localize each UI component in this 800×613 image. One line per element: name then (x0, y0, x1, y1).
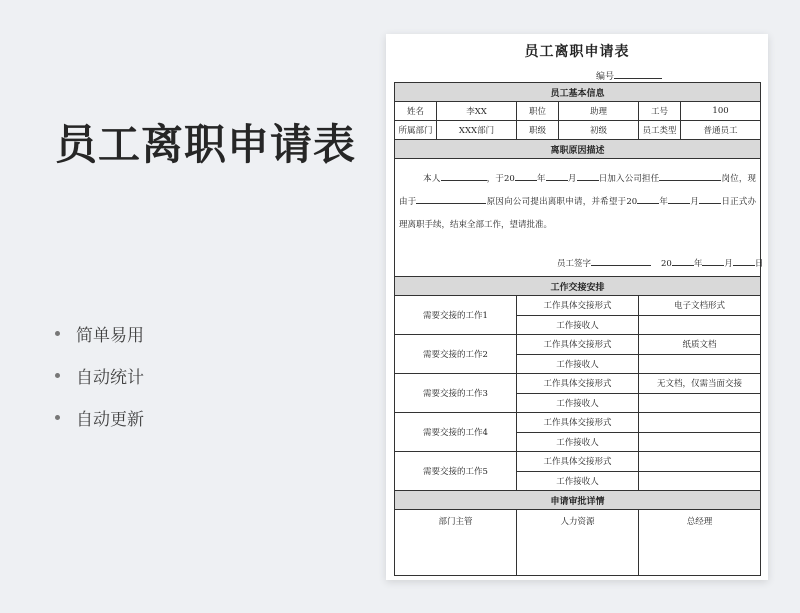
bullet-icon (55, 331, 60, 336)
form-title: 员工离职申请表 (524, 44, 630, 60)
handover-form-label: 工作具体交接形式 (517, 335, 639, 355)
reason-row (395, 159, 761, 277)
serial-blank[interactable] (614, 70, 662, 79)
table-row (395, 121, 761, 140)
table-row (395, 102, 761, 121)
form-table (394, 82, 764, 576)
handover-form-label: 工作具体交接形式 (517, 296, 639, 316)
position-value[interactable]: 助理 (559, 102, 639, 121)
handover-form-value[interactable]: 无文档，仅需当面交接 (639, 374, 761, 394)
section-header-basic (395, 83, 761, 102)
section-title: 离职原因描述 (395, 140, 761, 159)
feature-label: 简单易用 (76, 325, 144, 346)
employee-type-label: 员工类型 (639, 121, 681, 140)
handover-receiver-value[interactable] (639, 315, 761, 335)
handover-receiver-value[interactable] (639, 393, 761, 413)
handover-form-label: 工作具体交接形式 (517, 452, 639, 472)
name-label: 姓名 (395, 102, 437, 121)
serial-label: 编号 (596, 72, 615, 82)
employee-signature-line: 员工签字 20 年 月 日 (557, 256, 763, 269)
signature-label: 员工签字 (557, 259, 592, 269)
feature-item (55, 312, 144, 354)
handover-receiver-value[interactable] (639, 471, 761, 491)
handover-form-label: 工作具体交接形式 (517, 374, 639, 394)
reason-text: 本人 ，于20 年 月 日加入公司担任 岗位，现由于 原因向公司提出离职申请，并希望于20 年 月 日正式办理离职手续，结束全部工作，望请批准。 (395, 159, 760, 237)
handover-task: 需要交接的工作4 (395, 413, 517, 452)
section-title: 工作交接安排 (395, 277, 761, 296)
table-row (395, 374, 761, 394)
table-row (395, 335, 761, 355)
employee-id-value[interactable]: 100 (681, 102, 761, 121)
employee-id-label: 工号 (639, 102, 681, 121)
section-header-approval (395, 491, 761, 510)
handover-receiver-label: 工作接收人 (517, 315, 639, 335)
approver-general-manager[interactable]: 总经理 (639, 510, 761, 576)
department-value[interactable]: XXX部门 (437, 121, 517, 140)
form-sheet (386, 34, 768, 580)
table-row (395, 413, 761, 433)
approver-department-head[interactable]: 部门主管 (395, 510, 517, 576)
table-row (395, 296, 761, 316)
level-label: 职级 (517, 121, 559, 140)
handover-receiver-label: 工作接收人 (517, 471, 639, 491)
table-row (395, 452, 761, 472)
name-value[interactable]: 李XX (437, 102, 517, 121)
serial-number (596, 69, 662, 82)
handover-form-value[interactable]: 纸质文档 (639, 335, 761, 355)
handover-form-label: 工作具体交接形式 (517, 413, 639, 433)
feature-label: 自动统计 (76, 367, 144, 388)
handover-receiver-label: 工作接收人 (517, 354, 639, 374)
handover-form-value[interactable]: 电子文档形式 (639, 296, 761, 316)
handover-receiver-label: 工作接收人 (517, 393, 639, 413)
section-title: 员工基本信息 (395, 83, 761, 102)
bullet-icon (55, 373, 60, 378)
handover-task: 需要交接的工作2 (395, 335, 517, 374)
handover-form-value[interactable] (639, 452, 761, 472)
feature-label: 自动更新 (76, 409, 144, 430)
handover-task: 需要交接的工作3 (395, 374, 517, 413)
reason-cell[interactable] (395, 159, 764, 277)
section-title: 申请审批详情 (395, 491, 761, 510)
hero-title: 员工离职申请表 (55, 120, 357, 169)
handover-receiver-value[interactable] (639, 354, 761, 374)
section-header-handover (395, 277, 761, 296)
feature-item (55, 354, 144, 396)
handover-form-value[interactable] (639, 413, 761, 433)
handover-task: 需要交接的工作1 (395, 296, 517, 335)
approver-hr[interactable]: 人力资源 (517, 510, 639, 576)
handover-receiver-value[interactable] (639, 432, 761, 452)
feature-item (55, 396, 144, 438)
bullet-icon (55, 415, 60, 420)
handover-receiver-label: 工作接收人 (517, 432, 639, 452)
approval-row (395, 510, 761, 576)
department-label: 所属部门 (395, 121, 437, 140)
section-header-reason (395, 140, 761, 159)
handover-task: 需要交接的工作5 (395, 452, 517, 491)
position-label: 职位 (517, 102, 559, 121)
level-value[interactable]: 初级 (559, 121, 639, 140)
feature-list (55, 312, 144, 438)
employee-type-value[interactable]: 普通员工 (681, 121, 761, 140)
